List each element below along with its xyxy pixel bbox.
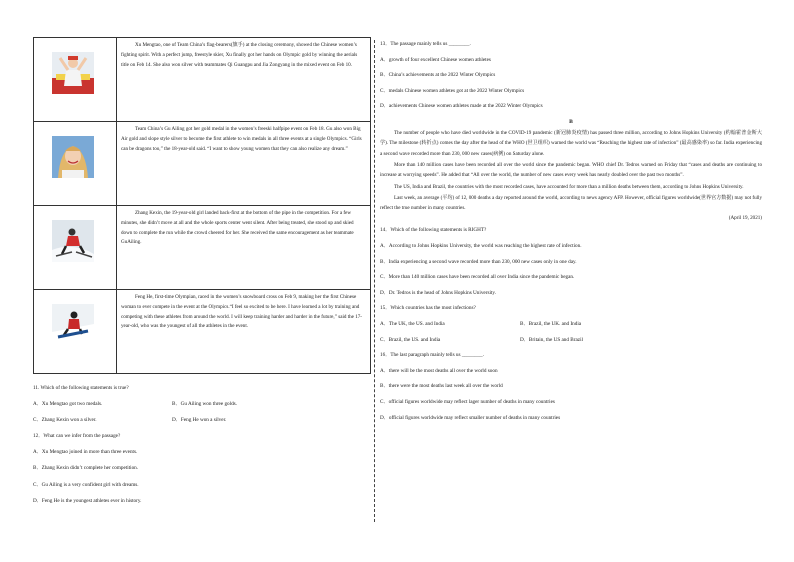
option-15-d[interactable]: D．Britain, the US and Brazil: [520, 336, 583, 343]
question-11-stem: 11. Which of the following statements is true?: [33, 385, 129, 391]
question-15-options-ab: [380, 320, 762, 328]
option-13-c[interactable]: C．medals Chinese women athletes got at the 2022 Winter Olympics: [380, 87, 525, 94]
left-column: [33, 37, 371, 513]
option-11-b[interactable]: B．Gu Ailing won three golds.: [172, 401, 237, 408]
section-b-title: B: [569, 118, 573, 125]
option-11-d[interactable]: D．Feng He won a silver.: [172, 417, 227, 424]
question-15-stem: 15．Which countries has the most infections?: [380, 305, 476, 312]
question-13-stem: 13．The passage mainly tells us ________.: [380, 41, 471, 47]
option-12-c[interactable]: C．Gu Ailing is a very confident girl with dreams.: [33, 481, 139, 488]
option-16-b[interactable]: B．there were the most deaths last week all over the world: [380, 383, 503, 390]
option-14-a[interactable]: A．According to Johns Hopkins University, the world was reaching the highest rate of infection.: [380, 243, 582, 249]
flag-bearer-photo: [52, 52, 94, 94]
table-row: [34, 290, 371, 374]
smiling-skier-photo: [52, 136, 94, 178]
photo-cell: [34, 290, 117, 374]
passage-date: (April 19, 2021): [728, 215, 762, 222]
option-16-c[interactable]: C．official figures worldwide may reflect lager number of deaths in many countries: [380, 398, 555, 405]
option-14-d[interactable]: D．Dr. Tedros is the head of Johns Hopkins University.: [380, 289, 496, 296]
option-13-d[interactable]: D．achievements Chinese women athletes made at the 2022 Winter Olympics: [380, 103, 543, 110]
option-12-b[interactable]: B．Zhang Kexin didn’t complete her competition.: [33, 465, 139, 472]
passage-paragraph: The number of people who have died worldwide in the COVID-19 pandemic (新冠肺炎疫情) has passed three million, according to Johns Hopkins University (约翰霍普金斯大学). The milestone (转折点) comes the day after the head of the WHO (世卫组织) warned the world was “Reaching the highest rate of infection” (最高感染率) so far. India experiencing a second wave recorded more than 230, 000 new cases(病例) on Saturday alone.: [380, 129, 762, 157]
right-column: [380, 40, 762, 429]
option-16-a[interactable]: A．there will be the most deaths all over the world soon: [380, 367, 498, 374]
halfpipe-skier-photo: [52, 220, 94, 262]
passage-paragraph: Last week, an average (平均) of 12, 000 deaths a day reported around the world, according to news agency AFP. However, official figures worldwide(世界官方数据) may not fully reflect the true number in many countries.: [380, 194, 762, 212]
option-15-a[interactable]: A．The UK, the US. and India: [380, 320, 445, 327]
option-14-b[interactable]: B．India experiencing a second wave recorded more than 230, 000 new cases only in one day.: [380, 258, 577, 265]
option-13-b[interactable]: B．China’s achievements at the 2022 Winter Olympics: [380, 72, 496, 79]
column-divider: [374, 40, 375, 522]
table-row: [34, 206, 371, 290]
athlete-text-zhang-kexin: Zhang Kexin, the 19-year-old girl landed back-first at the bottom of the pipe in the competition. For a few minutes, she didn’t move at all and the whole sports center went silent. After being treated, she stood up and skied down to complete the run while the crowd cheered for her. She received the same encouragement as her teammate GuAiling.: [116, 206, 370, 290]
option-12-d[interactable]: D．Feng He is the youngest athletes ever in history.: [33, 497, 142, 504]
option-15-b[interactable]: B．Brazil, the UK. and India: [520, 320, 582, 327]
passage-paragraph: More than 140 million cases have been recorded all over the world since the pandemic began. WHO chief Dr. Tedros warned on Friday that “cases and deaths are continuing to increase at worrying speeds”. He added that “All over the world, the number of new cases every week has nearly doubled over the past two months”.: [380, 161, 762, 179]
question-11-options-cd: [33, 416, 371, 424]
athlete-text-xu-mengtao: Xu Mengtao, one of Team China’s flag-bearers(旗手) at the closing ceremony, showed the Chinese women’s fighting spirit. With a perfect jump, freestyle skier, Xu finally got her hands on Olympic gold by winning the aerials title on Feb 14. She also won silver with teammates Qi Guangpu and Jia Zongyang in the mixed event on Feb 10.: [116, 38, 370, 122]
passage-paragraph: The US, India and Brazil, the countries with the most recorded cases, have accounted for more than a million deaths between them, according to Johns Hopkins University.: [394, 183, 744, 190]
question-16-stem: 16．The last paragraph mainly tells us ________.: [380, 352, 484, 359]
option-11-a[interactable]: A．Xu Mengtao got two medals.: [33, 401, 103, 408]
option-13-a[interactable]: A．growth of four excellent Chinese women athletes: [380, 56, 491, 63]
photo-cell: [34, 122, 117, 206]
athletes-table: [33, 37, 371, 374]
question-11-options-ab: [33, 400, 371, 408]
option-11-c[interactable]: C．Zhang Kexin won a silver.: [33, 417, 97, 424]
table-row: [34, 38, 371, 122]
photo-cell: [34, 38, 117, 122]
option-14-c[interactable]: C．More than 140 million cases have been recorded all over India since the pandemic began.: [380, 274, 575, 281]
athlete-text-gu-ailing: Team China’s Gu Ailing got her gold medal in the women’s freeski halfpipe event on Feb 18. Gu also won Big Air gold and slope style silver to become the first athlete to win medals in all three events at a single Olympics. “Girls can be dragons too,” the 18-year-old said. “I want to show young women that they can also realize any dream.”: [116, 122, 370, 206]
photo-cell: [34, 206, 117, 290]
option-15-c[interactable]: C．Brazil, the US. and India: [380, 336, 441, 343]
question-15-options-cd: [380, 336, 762, 344]
option-12-a[interactable]: A．Xu Mengtao joined in more than three events.: [33, 449, 138, 456]
table-row: [34, 122, 371, 206]
question-14-stem: 14．Which of the following statements is RIGHT?: [380, 227, 487, 234]
athlete-text-feng-he: Feng He, first-time Olympian, raced in the women’s snowboard cross on Feb 9, making her the first Chinese woman to ever compete in the event at the Olympics.“I feel so excited to be here. I have learned a lot by training and competing with these athletes from around the world. I will keep training harder and harder in the future,” said the 17-year-old, who was the youngest of all the athletes in the event.: [116, 290, 370, 374]
option-16-d[interactable]: D．official figures worldwide may reflect smaller number of deaths in many countries: [380, 414, 561, 421]
question-12-stem: 12．What can we infer from the passage?: [33, 433, 121, 440]
left-questions: [33, 384, 371, 505]
snowboarder-photo: [52, 304, 94, 346]
